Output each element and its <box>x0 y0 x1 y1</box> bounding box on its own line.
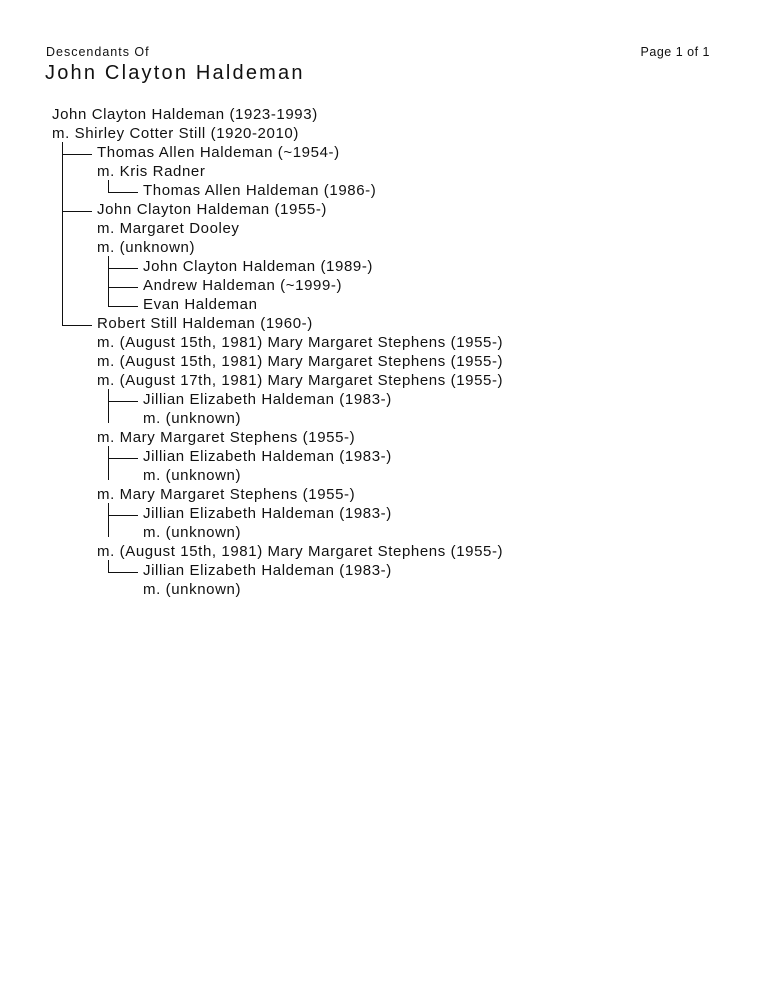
spouse-entry: m. Shirley Cotter Still (1920-2010) <box>52 125 299 142</box>
spouse-entry: m. (unknown) <box>97 239 196 256</box>
person-entry: Thomas Allen Haldeman (~1954-) <box>97 144 340 161</box>
tree-connector-branch <box>108 458 138 459</box>
spouse-entry: m. Mary Margaret Stephens (1955-) <box>97 486 356 503</box>
person-entry: Thomas Allen Haldeman (1986-) <box>143 182 377 199</box>
person-entry: Jillian Elizabeth Haldeman (1983-) <box>143 391 392 408</box>
tree-connector-branch <box>108 192 138 193</box>
person-entry: Andrew Haldeman (~1999-) <box>143 277 343 294</box>
spouse-entry: m. (August 15th, 1981) Mary Margaret Stephens (1955-) <box>97 353 504 370</box>
tree-connector-branch <box>108 268 138 269</box>
tree-connector-branch <box>108 572 138 573</box>
tree-connector-branch <box>62 211 92 212</box>
report-subtitle: Descendants Of <box>46 45 150 59</box>
spouse-entry: m. Mary Margaret Stephens (1955-) <box>97 429 356 446</box>
spouse-entry: m. (unknown) <box>143 524 242 541</box>
person-entry: Jillian Elizabeth Haldeman (1983-) <box>143 448 392 465</box>
report-title: John Clayton Haldeman <box>45 62 305 84</box>
spouse-entry: m. (August 15th, 1981) Mary Margaret Stephens (1955-) <box>97 334 504 351</box>
spouse-entry: m. (unknown) <box>143 581 242 598</box>
spouse-entry: m. Kris Radner <box>97 163 206 180</box>
person-entry: John Clayton Haldeman (1989-) <box>143 258 374 275</box>
tree-connector-vertical <box>62 142 63 325</box>
person-entry: John Clayton Haldeman (1955-) <box>97 201 328 218</box>
spouse-entry: m. (August 15th, 1981) Mary Margaret Stephens (1955-) <box>97 543 504 560</box>
tree-connector-branch <box>62 325 92 326</box>
tree-connector-vertical <box>108 180 109 192</box>
person-entry: Robert Still Haldeman (1960-) <box>97 315 313 332</box>
spouse-entry: m. (unknown) <box>143 467 242 484</box>
tree-connector-branch <box>108 306 138 307</box>
tree-connector-branch <box>108 515 138 516</box>
person-entry: John Clayton Haldeman (1923-1993) <box>52 106 318 123</box>
tree-connector-vertical <box>108 389 109 423</box>
tree-connector-vertical <box>108 560 109 572</box>
page-number: Page 1 of 1 <box>640 45 710 59</box>
spouse-entry: m. (August 17th, 1981) Mary Margaret Stephens (1955-) <box>97 372 504 389</box>
person-entry: Evan Haldeman <box>143 296 258 313</box>
tree-connector-branch <box>108 401 138 402</box>
person-entry: Jillian Elizabeth Haldeman (1983-) <box>143 562 392 579</box>
tree-connector-branch <box>62 154 92 155</box>
tree-connector-vertical <box>108 256 109 306</box>
spouse-entry: m. (unknown) <box>143 410 242 427</box>
tree-connector-vertical <box>108 446 109 480</box>
spouse-entry: m. Margaret Dooley <box>97 220 240 237</box>
person-entry: Jillian Elizabeth Haldeman (1983-) <box>143 505 392 522</box>
tree-connector-branch <box>108 287 138 288</box>
tree-connector-vertical <box>108 503 109 537</box>
